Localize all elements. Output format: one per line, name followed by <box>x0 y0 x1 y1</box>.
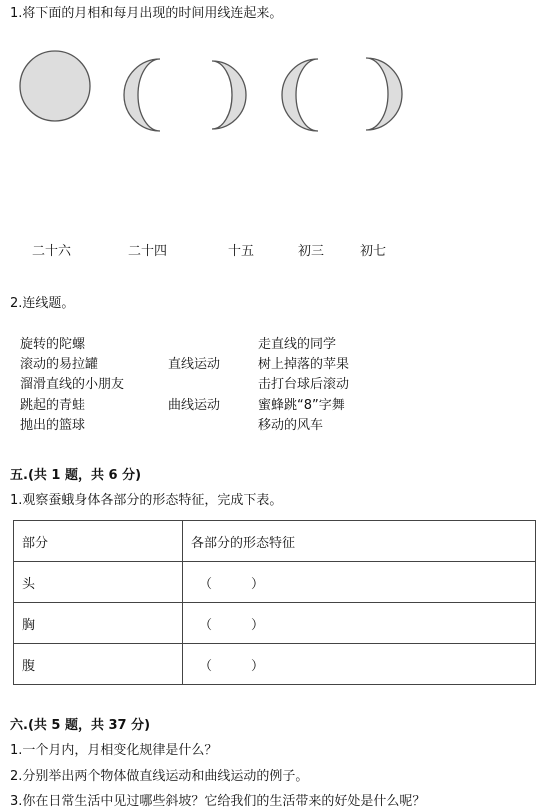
right-item-2: 树上掉落的苹果 <box>258 357 350 372</box>
moon-label-1: 二十六 <box>32 244 72 259</box>
moon-crescent-left-1 <box>124 59 160 131</box>
table-header-features: 各部分的形态特征 <box>183 521 536 562</box>
section5-heading: 五.(共 1 题，共 6 分) <box>10 468 142 483</box>
section6-question-2: 2.分别举出两个物体做直线运动和曲线运动的例子。 <box>10 769 309 784</box>
middle-item-1: 直线运动 <box>168 357 221 372</box>
blank-parentheses: （ ） <box>199 617 265 633</box>
left-item-4: 跳起的青蛙 <box>20 398 86 413</box>
table-row <box>14 562 536 603</box>
table-cell-blank[interactable] <box>183 603 536 644</box>
blank-parentheses: （ ） <box>199 576 265 592</box>
table-header-row <box>14 521 536 562</box>
moon-phases <box>0 40 546 190</box>
left-item-2: 滚动的易拉罐 <box>20 357 99 372</box>
left-item-3: 溜滑直线的小朋友 <box>20 377 125 392</box>
blank-parentheses: （ ） <box>199 658 265 674</box>
section6-heading: 六.(共 5 题，共 37 分) <box>10 718 151 733</box>
moon-crescent-left-2 <box>282 59 318 131</box>
table-cell-blank[interactable] <box>183 644 536 685</box>
right-item-1: 走直线的同学 <box>258 337 337 352</box>
moon-full <box>20 51 90 121</box>
section6-question-3: 3.你在日常生活中见过哪些斜坡？它给我们的生活带来的好处是什么呢？ <box>10 794 426 809</box>
right-item-5: 移动的风车 <box>258 418 324 433</box>
section6-question-1: 1.一个月内，月相变化规律是什么？ <box>10 743 218 758</box>
moon-crescent-right-2 <box>366 58 402 130</box>
table-row <box>14 644 536 685</box>
middle-item-2: 曲线运动 <box>168 398 221 413</box>
moon-crescent-right-1 <box>212 61 246 129</box>
moon-question: 1.将下面的月相和每月出现的时间用线连起来。 <box>10 6 283 21</box>
table-cell-blank[interactable] <box>183 562 536 603</box>
moon-label-2: 二十四 <box>128 244 168 259</box>
table-header-part: 部分 <box>14 521 183 562</box>
moon-label-3: 十五 <box>228 244 255 259</box>
moon-label-4: 初三 <box>298 244 325 259</box>
table-cell-part: 胸 <box>14 603 183 644</box>
table-cell-part: 头 <box>14 562 183 603</box>
right-item-4: 蜜蜂跳“8”字舞 <box>258 398 345 413</box>
table-row <box>14 603 536 644</box>
left-item-1: 旋转的陀螺 <box>20 337 86 352</box>
section5-question: 1.观察蚕蛾身体各部分的形态特征，完成下表。 <box>10 493 283 508</box>
left-item-5: 抛出的篮球 <box>20 418 86 433</box>
moon-label-5: 初七 <box>360 244 387 259</box>
lines-question: 2.连线题。 <box>10 296 75 311</box>
right-item-3: 击打台球后滚动 <box>258 377 350 392</box>
feature-table <box>13 520 536 685</box>
table-cell-part: 腹 <box>14 644 183 685</box>
